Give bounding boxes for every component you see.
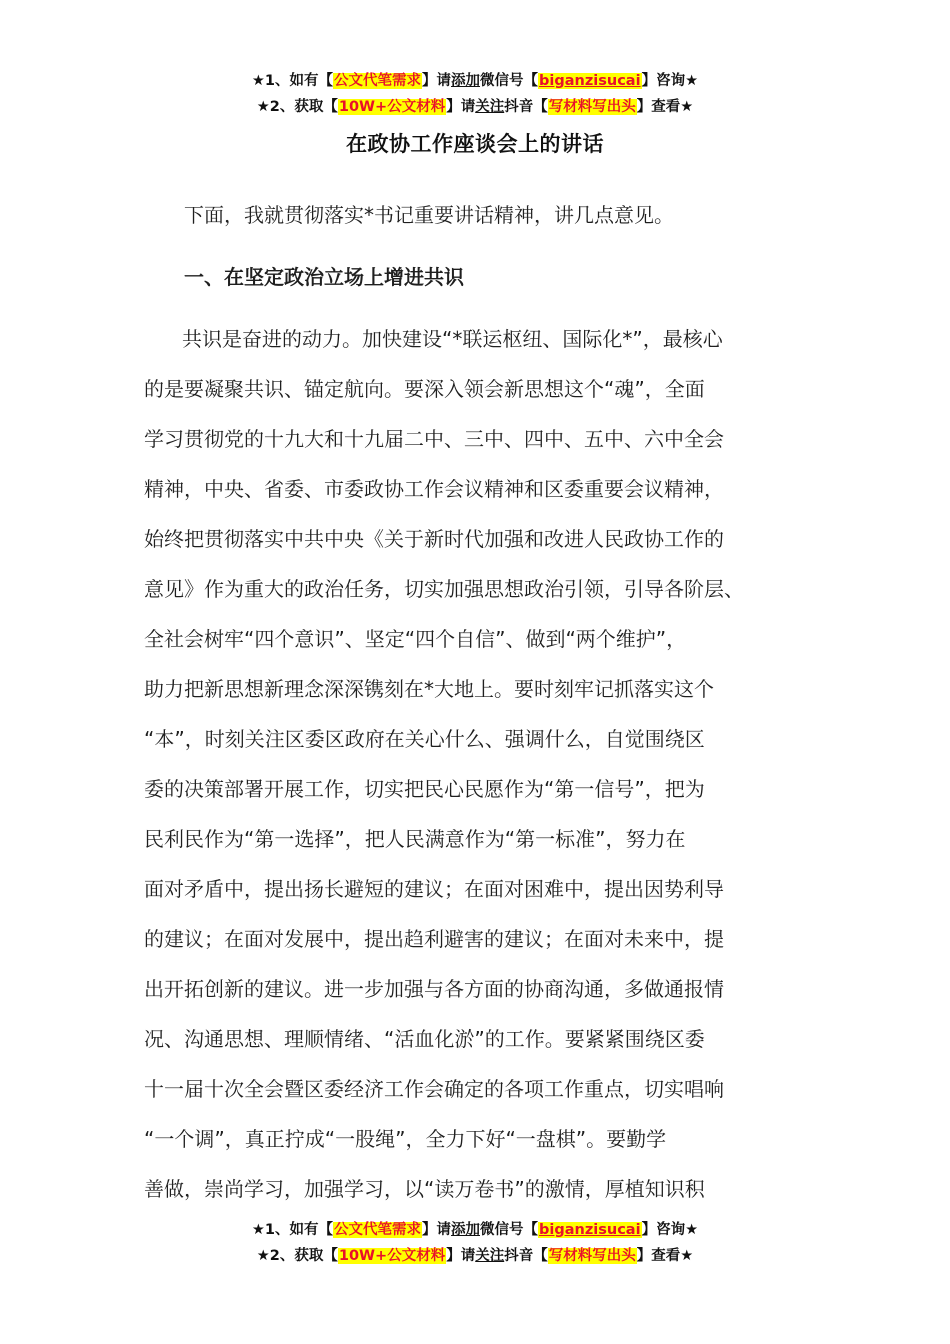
banner-highlight: 公文代笔需求 (334, 1222, 422, 1238)
document-body (144, 190, 826, 1214)
banner-text: 】咨询★ (641, 1222, 699, 1238)
body-line: “本”，时刻关注区委区政府在关心什么、强调什么，自觉围绕区 (144, 727, 705, 751)
banner-line-1 (0, 1217, 950, 1243)
body-line: “一个调”，真正拧成“一股绳”，全力下好“一盘棋”。要勤学 (144, 1127, 667, 1151)
body-line: 学习贯彻党的十九大和十九届二中、三中、四中、五中、六中全会 (144, 427, 724, 451)
banner-line-2 (0, 1243, 950, 1269)
body-line: 意见》作为重大的政治任务，切实加强思想政治引领，引导各阶层、 (144, 577, 744, 601)
body-line: 助力把新思想新理念深深镌刻在*大地上。要时刻牢记抓落实这个 (144, 677, 714, 701)
section-heading: 一、在坚定政治立场上增进共识 (184, 265, 464, 289)
douyin-account: 写材料写出头 (548, 1248, 636, 1264)
banner-text: 】查看★ (636, 1248, 694, 1264)
body-line: 精神，中央、省委、市委政协工作会议精神和区委重要会议精神， (144, 477, 724, 501)
banner-text: 】请 (422, 73, 452, 89)
body-line: 民利民作为“第一选择”，把人民满意作为“第一标准”，努力在 (144, 827, 686, 851)
body-line: 的建议；在面对发展中，提出趋利避害的建议；在面对未来中，提 (144, 927, 724, 951)
banner-text: 】查看★ (636, 99, 694, 115)
body-line: 出开拓创新的建议。进一步加强与各方面的协商沟通，多做通报情 (144, 977, 724, 1001)
banner-emphasis: 添加 (451, 73, 481, 89)
banner-text: ★1、如有【 (251, 1222, 334, 1238)
banner-line-2 (0, 94, 950, 120)
banner-text: 】请 (422, 1222, 452, 1238)
banner-highlight: 10W+公文材料 (338, 99, 446, 115)
body-line: 委的决策部署开展工作，切实把民心民愿作为“第一信号”，把为 (144, 777, 705, 801)
banner-line-1 (0, 68, 950, 94)
body-line: 始终把贯彻落实中共中央《关于新时代加强和改进人民政协工作的 (144, 527, 724, 551)
banner-text: ★2、获取【 (256, 99, 338, 115)
banner-emphasis: 关注 (475, 1248, 505, 1264)
wechat-id-link[interactable]: biganzisucai (539, 73, 641, 89)
body-line: 的是要凝聚共识、锚定航向。要深入领会新思想这个“魂”，全面 (144, 377, 705, 401)
intro-paragraph: 下面，我就贯彻落实*书记重要讲话精神，讲几点意见。 (184, 203, 674, 227)
douyin-account: 写材料写出头 (548, 99, 636, 115)
banner-text: 微信号【 (480, 1222, 539, 1238)
banner-text: ★2、获取【 (256, 1248, 338, 1264)
banner-text: 微信号【 (480, 73, 539, 89)
body-line: 共识是奋进的动力。加快建设“*联运枢纽、国际化*”，最核心 (182, 327, 723, 351)
banner-text: 】请 (446, 1248, 476, 1264)
banner-emphasis: 添加 (451, 1222, 481, 1238)
banner-text: 抖音【 (504, 99, 548, 115)
wechat-id-link[interactable]: biganzisucai (539, 1222, 641, 1238)
body-line: 况、沟通思想、理顺情绪、“活血化淤”的工作。要紧紧围绕区委 (144, 1027, 705, 1051)
body-line: 十一届十次全会暨区委经济工作会确定的各项工作重点，切实唱响 (144, 1077, 724, 1101)
body-line: 善做，崇尚学习，加强学习，以“读万卷书”的激情，厚植知识积 (144, 1177, 705, 1201)
banner-text: 抖音【 (504, 1248, 548, 1264)
bottom-banner (0, 1217, 950, 1269)
document-title: 在政协工作座谈会上的讲话 (346, 132, 604, 156)
body-paragraph (144, 314, 826, 1214)
banner-text: 】咨询★ (641, 73, 699, 89)
body-line: 面对矛盾中，提出扬长避短的建议；在面对困难中，提出因势利导 (144, 877, 724, 901)
body-line: 全社会树牢“四个意识”、坚定“四个自信”、做到“两个维护”， (144, 627, 687, 651)
banner-text: 】请 (446, 99, 476, 115)
banner-emphasis: 关注 (475, 99, 505, 115)
banner-text: ★1、如有【 (251, 73, 334, 89)
banner-highlight: 10W+公文材料 (338, 1248, 446, 1264)
banner-highlight: 公文代笔需求 (334, 73, 422, 89)
top-banner (0, 68, 950, 120)
